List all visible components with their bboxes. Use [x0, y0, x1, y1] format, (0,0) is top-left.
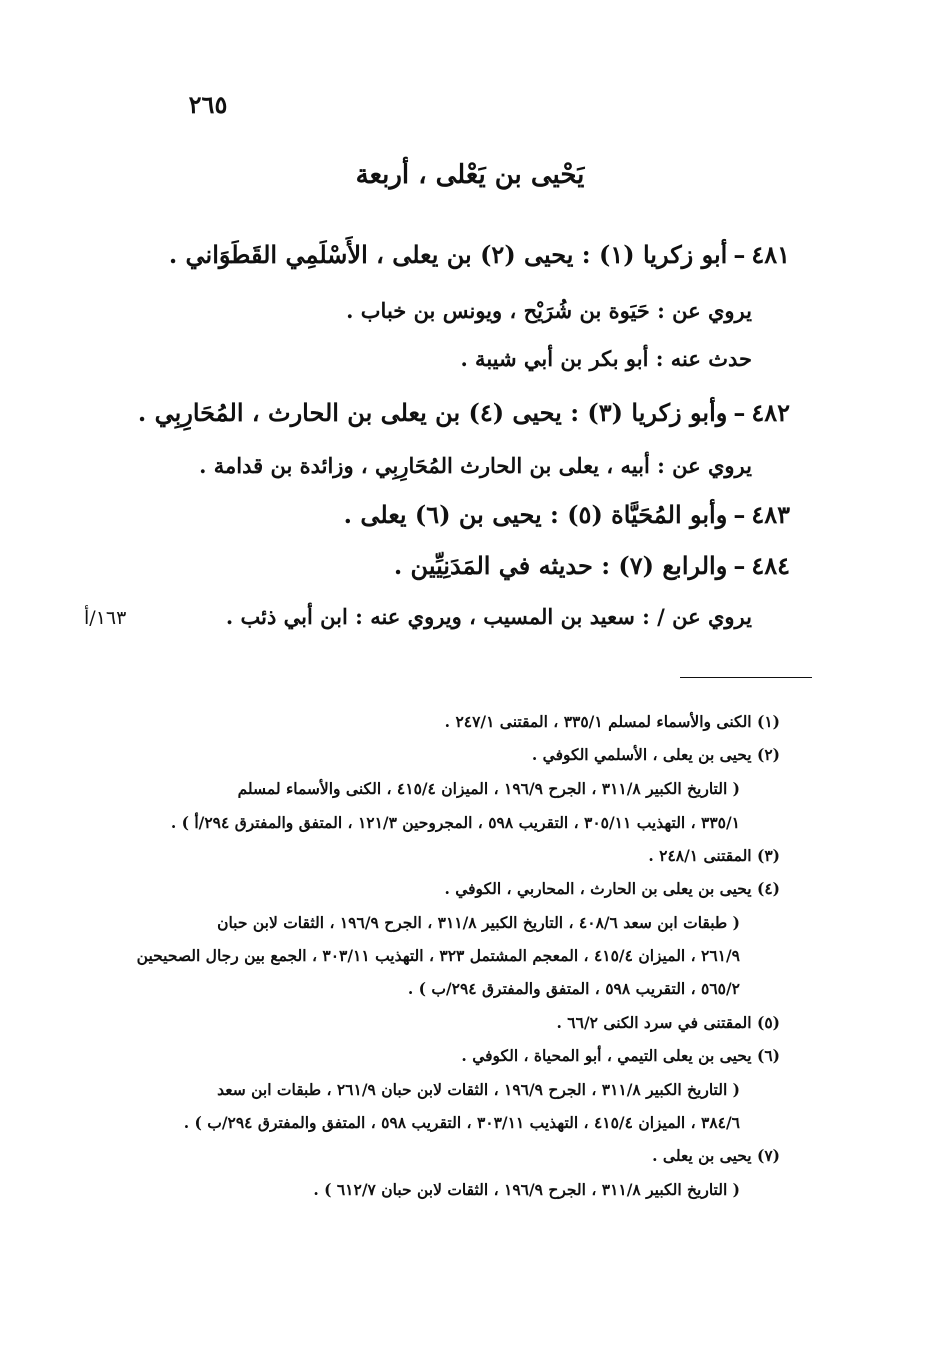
footnote-line: ( التاريخ الكبير ٣١١/٨ ، الجرح ١٩٦/٩ ، الميزان ٤١٥/٤ ، الكنى والأسماء لمسلم — [237, 779, 740, 798]
footnote-line: ٥٦٥/٢ ، التقريب ٥٩٨ ، المتفق والمفترق ٢٩٤/ب ) . — [407, 979, 740, 998]
footnote-line: ( طبقات ابن سعد ٤٠٨/٦ ، التاريخ الكبير ٣١١/٨ ، الجرح ١٩٦/٩ ، الثقات لابن حبان — [217, 913, 740, 932]
narrates-from-line: يروي عن : أبيه ، يعلى بن الحارث المُحَارِبِي ، وزائدة بن قدامة . — [199, 453, 752, 478]
footnote-line: ( التاريخ الكبير ٣١١/٨ ، الجرح ١٩٦/٩ ، الثقات لابن حبان ٢٦١/٩ ، طبقات ابن سعد — [217, 1080, 740, 1099]
page-title: يَحْيى بن يَعْلى ، أربعة — [355, 160, 585, 190]
footnote-line: (٥) المقتنى في سرد الكنى ٦٦/٢ . — [556, 1013, 780, 1032]
narrates-from-line: يروي عن / : سعيد بن المسيب ، ويروي عنه : ابن أبي ذئب . — [225, 604, 752, 629]
page-number: ٢٦٥ — [188, 90, 228, 119]
entry-text: وأبو زكريا (٣) : يحيى (٤) بن يعلى بن الحارث ، المُحَارِبِي . — [137, 398, 728, 427]
footnote-line: ( التاريخ الكبير ٣١١/٨ ، الجرح ١٩٦/٩ ، الثقات لابن حبان ٦١٢/٧ ) . — [313, 1180, 740, 1199]
entry-text: وأبو المُحَيَّاة (٥) : يحيى بن (٦) يعلى . — [343, 500, 728, 529]
footnote-line: ٣٣٥/١ ، التهذيب ٣٠٥/١١ ، التقريب ٥٩٨ ، المجروحين ١٢١/٣ ، المتفق والمفترق ٢٩٤/أ ) . — [170, 813, 740, 832]
footnote-line: (٤) يحيى بن يعلى بن الحارث ، المحاربي ، الكوفي . — [444, 879, 780, 898]
footnote-divider — [680, 677, 812, 678]
entry-number: ٤٨١ — [751, 240, 790, 269]
footnote-line: ٣٨٤/٦ ، الميزان ٤١٥/٤ ، التهذيب ٣٠٣/١١ ، التقريب ٥٩٨ ، المتفق والمفترق ٢٩٤/ب ) . — [183, 1113, 740, 1132]
footnote-line: ٢٦١/٩ ، الميزان ٤١٥/٤ ، المعجم المشتمل ٣٢٣ ، التهذيب ٣٠٣/١١ ، الجمع بين رجال الصحيحين — [136, 946, 740, 965]
entry-number: ٤٨٢ — [751, 398, 790, 427]
footnote-line: (٣) المقتنى ٢٤٨/١ . — [648, 846, 780, 865]
footnote-line: (١) الكنى والأسماء لمسلم ٣٣٥/١ ، المقتنى ٢٤٧/١ . — [444, 712, 780, 731]
entry-text: أبو زكريا (١) : يحيى (٢) بن يعلى ، الأَسْلَمِي القَطَوَاني . — [168, 240, 728, 269]
footnote-line: (٢) يحيى بن يعلى ، الأسلمي الكوفي . — [531, 745, 780, 764]
footnote-line: (٧) يحيى بن يعلى . — [652, 1146, 780, 1165]
entry-481: ٤٨١–أبو زكريا (١) : يحيى (٢) بن يعلى ، الأَسْلَمِي القَطَوَاني . — [168, 240, 790, 269]
entry-484: ٤٨٤–والرابع (٧) : حديثه في المَدَنِيِّين . — [393, 551, 790, 580]
narrated-by-line: حدث عنه : أبو بكر بن أبي شيبة . — [460, 346, 752, 371]
footnote-line: (٦) يحيى بن يعلى التيمي ، أبو المحياة ، الكوفي . — [461, 1046, 780, 1065]
narrates-from-line: يروي عن : حَيَوة بن شُرَيْح ، ويونس بن خباب . — [346, 298, 752, 323]
entry-482: ٤٨٢–وأبو زكريا (٣) : يحيى (٤) بن يعلى بن الحارث ، المُحَارِبِي . — [137, 398, 790, 427]
entry-number: ٤٨٤ — [751, 551, 790, 580]
entry-text: والرابع (٧) : حديثه في المَدَنِيِّين . — [393, 551, 728, 580]
entry-483: ٤٨٣–وأبو المُحَيَّاة (٥) : يحيى بن (٦) يعلى . — [343, 500, 790, 529]
entry-number: ٤٨٣ — [751, 500, 790, 529]
manuscript-folio-note: ١٦٣/أ — [84, 607, 127, 629]
